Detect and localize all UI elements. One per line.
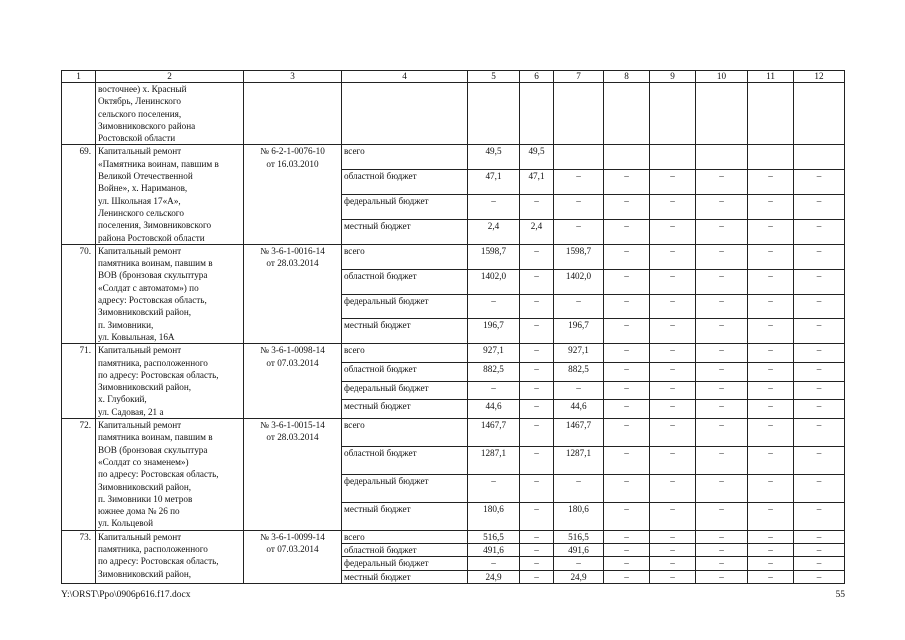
value-cell-c9: – — [650, 557, 696, 570]
value-cell-c12: – — [794, 170, 845, 195]
value-cell-c7: 882,5 — [554, 362, 604, 381]
value-cell-c8: – — [604, 381, 650, 400]
value-cell-c7: 196,7 — [554, 319, 604, 344]
object-name-line: Ростовской области — [98, 133, 176, 144]
value-cell-c11: – — [748, 400, 794, 419]
value-cell-c7: – — [554, 294, 604, 319]
object-name-line: южнее дома № 26 по — [98, 506, 180, 517]
object-name-line: Капитальный ремонт — [98, 345, 182, 356]
object-name-line: памятника, расположенного — [98, 543, 208, 554]
object-name-line: «Памятника воинам, павшим в — [98, 158, 219, 169]
value-cell-c10: – — [696, 294, 748, 319]
value-cell-c10: – — [696, 446, 748, 474]
value-cell-c8: – — [604, 170, 650, 195]
object-name-cell — [96, 244, 244, 343]
object-name-line: района Ростовской области — [98, 232, 205, 243]
value-cell-c7: – — [554, 195, 604, 220]
table-row — [62, 344, 845, 363]
column-number: 4 — [342, 71, 468, 83]
value-cell-c10: – — [696, 269, 748, 294]
value-cell-c10: – — [696, 381, 748, 400]
value-cell-c5: – — [468, 557, 520, 570]
value-cell-c10: – — [696, 319, 748, 344]
value-cell-c6: – — [520, 244, 554, 269]
value-cell-c7: 180,6 — [554, 502, 604, 530]
value-cell-c5: 1467,7 — [468, 419, 520, 447]
value-cell-c6: – — [520, 400, 554, 419]
value-cell-c9: – — [650, 419, 696, 447]
value-cell-c5: – — [468, 195, 520, 220]
conclusion-number-cell — [244, 530, 342, 583]
object-name-cell — [96, 145, 244, 244]
value-cell-c8: – — [604, 400, 650, 419]
column-number: 12 — [794, 71, 845, 83]
value-cell-c11: – — [748, 570, 794, 583]
value-cell-c7: – — [554, 220, 604, 245]
object-name-cell — [96, 344, 244, 419]
value-cell-c11: – — [748, 244, 794, 269]
value-cell-c6: – — [520, 570, 554, 583]
value-cell-c8: – — [604, 220, 650, 245]
table-row — [62, 244, 845, 269]
object-name-line: Великой Отечественной — [98, 171, 193, 182]
value-cell-c11: – — [748, 362, 794, 381]
value-cell-c9: – — [650, 543, 696, 556]
value-cell-c5: – — [468, 474, 520, 502]
funding-source: федеральный бюджет — [342, 195, 468, 220]
object-name-line: Ленинского сельского — [98, 207, 184, 218]
object-name-line: ВОВ (бронзовая скульптура — [98, 270, 208, 281]
value-cell-c8: – — [604, 419, 650, 447]
column-number: 2 — [96, 71, 244, 83]
value-cell-c5: 180,6 — [468, 502, 520, 530]
entry-number: 69. — [62, 145, 96, 244]
value-cell-c8: – — [604, 557, 650, 570]
value-cell-c6: – — [520, 269, 554, 294]
column-number: 8 — [604, 71, 650, 83]
value-cell-c8: – — [604, 269, 650, 294]
value-cell-c7: 1402,0 — [554, 269, 604, 294]
value-cell-c9: – — [650, 269, 696, 294]
object-name-line: ул. Ковыльная, 16А — [98, 331, 175, 342]
value-cell-c5: 882,5 — [468, 362, 520, 381]
funding-source: федеральный бюджет — [342, 474, 468, 502]
value-cell-c9: – — [650, 319, 696, 344]
value-cell-c8: – — [604, 319, 650, 344]
value-cell-c5: 1598,7 — [468, 244, 520, 269]
conclusion-number-line: № 3-6-1-0098-14 — [260, 345, 325, 356]
column-number: 5 — [468, 71, 520, 83]
column-number: 11 — [748, 71, 794, 83]
object-name-line: адресу: Ростовская область, — [98, 295, 207, 306]
table-row — [62, 530, 845, 543]
value-cell-c11: – — [748, 419, 794, 447]
value-cell-c7: 491,6 — [554, 543, 604, 556]
value-cell-c12: – — [794, 530, 845, 543]
value-cell-c9: – — [650, 446, 696, 474]
value-cell-c10: – — [696, 557, 748, 570]
conclusion-number-line: от 07.03.2014 — [266, 543, 319, 554]
value-cell-c10: – — [696, 400, 748, 419]
value-cell-c11: – — [748, 530, 794, 543]
value-cell-c12: – — [794, 570, 845, 583]
value-cell-c8: – — [604, 570, 650, 583]
value-cell-c9: – — [650, 502, 696, 530]
conclusion-number-line: от 28.03.2014 — [266, 258, 319, 269]
value-cell-c8: – — [604, 294, 650, 319]
value-cell-c10: – — [696, 419, 748, 447]
value-cell-c7: 44,6 — [554, 400, 604, 419]
value-cell-c11: – — [748, 170, 794, 195]
value-cell-c5: – — [468, 381, 520, 400]
object-name-line: памятника, расположенного — [98, 357, 208, 368]
object-name-line: Капитальный ремонт — [98, 245, 182, 256]
value-cell-c6: – — [520, 419, 554, 447]
value-cell-c10: – — [696, 344, 748, 363]
value-cell-c12: – — [794, 220, 845, 245]
value-cell-c5: 47,1 — [468, 170, 520, 195]
value-cell-c9 — [650, 145, 696, 170]
funding-source: местный бюджет — [342, 502, 468, 530]
object-name-line: поселения, Зимовниковского — [98, 220, 212, 231]
value-cell-c7: – — [554, 557, 604, 570]
funding-source: местный бюджет — [342, 400, 468, 419]
object-name-line: Зимовниковский район, — [98, 481, 192, 492]
value-cell-c9: – — [650, 344, 696, 363]
value-cell-c11: – — [748, 319, 794, 344]
funding-source: областной бюджет — [342, 446, 468, 474]
value-cell-c9: – — [650, 570, 696, 583]
funding-source: федеральный бюджет — [342, 294, 468, 319]
value-cell-c12 — [794, 145, 845, 170]
object-name-line: Зимовниковский район, — [98, 568, 192, 579]
value-cell-c5: 44,6 — [468, 400, 520, 419]
conclusion-number-line: от 07.03.2014 — [266, 357, 319, 368]
column-number: 10 — [696, 71, 748, 83]
value-cell-c7: 516,5 — [554, 530, 604, 543]
value-cell-c12: – — [794, 446, 845, 474]
object-name-line: ул. Школьная 17«А», — [98, 195, 181, 206]
conclusion-number-cell — [244, 419, 342, 531]
object-name-line: Зимовниковского района — [98, 120, 196, 131]
value-cell-c12: – — [794, 381, 845, 400]
value-cell-c9: – — [650, 294, 696, 319]
value-cell-c5: 196,7 — [468, 319, 520, 344]
value-cell-c11: – — [748, 474, 794, 502]
value-cell-c6: – — [520, 474, 554, 502]
value-cell-c6: – — [520, 195, 554, 220]
value-cell-c6: – — [520, 362, 554, 381]
object-name-line: п. Зимовники 10 метров — [98, 493, 193, 504]
object-name-line: восточнее) х. Красный — [98, 84, 187, 94]
value-cell-c10 — [696, 145, 748, 170]
object-name-line: памятника воинам, павшим в — [98, 258, 213, 269]
object-name-line: Октябрь, Ленинского — [98, 96, 181, 107]
budget-table — [61, 70, 845, 584]
value-cell-c10: – — [696, 502, 748, 530]
value-cell-c11 — [748, 145, 794, 170]
value-cell-c8: – — [604, 195, 650, 220]
funding-source: местный бюджет — [342, 319, 468, 344]
object-name-line: «Солдат со знаменем») — [98, 456, 189, 467]
value-cell-c10: – — [696, 220, 748, 245]
value-cell-c6: – — [520, 294, 554, 319]
continuation-row — [62, 83, 845, 145]
column-number: 7 — [554, 71, 604, 83]
value-cell-c10: – — [696, 543, 748, 556]
value-cell-c7: – — [554, 474, 604, 502]
conclusion-number-line: № 3-6-1-0099-14 — [260, 531, 325, 542]
value-cell-c7: 927,1 — [554, 344, 604, 363]
value-cell-c11: – — [748, 557, 794, 570]
value-cell-c11: – — [748, 502, 794, 530]
funding-source: всего — [342, 530, 468, 543]
value-cell-c12: – — [794, 294, 845, 319]
value-cell-c10: – — [696, 195, 748, 220]
value-cell-c12: – — [794, 319, 845, 344]
value-cell-c11: – — [748, 543, 794, 556]
entry-number: 72. — [62, 419, 96, 531]
value-cell-c5: – — [468, 294, 520, 319]
conclusion-number-cell — [244, 145, 342, 244]
value-cell-c12: – — [794, 362, 845, 381]
value-cell-c11: – — [748, 294, 794, 319]
value-cell-c9: – — [650, 381, 696, 400]
value-cell-c9: – — [650, 474, 696, 502]
value-cell-c7: 1287,1 — [554, 446, 604, 474]
value-cell-c11: – — [748, 220, 794, 245]
value-cell-c7: 1467,7 — [554, 419, 604, 447]
value-cell-c8 — [604, 145, 650, 170]
column-number: 3 — [244, 71, 342, 83]
value-cell-c12: – — [794, 195, 845, 220]
value-cell-c7: – — [554, 170, 604, 195]
value-cell-c12: – — [794, 543, 845, 556]
conclusion-number-line: № 3-6-1-0016-14 — [260, 245, 325, 256]
value-cell-c5: 927,1 — [468, 344, 520, 363]
value-cell-c6: – — [520, 381, 554, 400]
conclusion-number-cell — [244, 244, 342, 343]
funding-source: федеральный бюджет — [342, 381, 468, 400]
object-name-line: Войне», х. Нариманов, — [98, 183, 188, 194]
funding-source: всего — [342, 419, 468, 447]
funding-source: областной бюджет — [342, 543, 468, 556]
object-name-cell — [96, 419, 244, 531]
entry-number: 71. — [62, 344, 96, 419]
value-cell-c12: – — [794, 344, 845, 363]
value-cell-c8: – — [604, 502, 650, 530]
table-row — [62, 145, 845, 170]
value-cell-c7: 24,9 — [554, 570, 604, 583]
entry-number: 70. — [62, 244, 96, 343]
funding-source: областной бюджет — [342, 269, 468, 294]
object-name-line: «Солдат с автоматом») по — [98, 282, 199, 293]
conclusion-number-line: от 28.03.2014 — [266, 432, 319, 443]
value-cell-c8: – — [604, 446, 650, 474]
object-name-line: Капитальный ремонт — [98, 146, 182, 157]
document-path: Y:\ORST\Ppo\0906p616.f17.docx — [61, 590, 191, 600]
value-cell-c10: – — [696, 474, 748, 502]
column-number: 6 — [520, 71, 554, 83]
value-cell-c8: – — [604, 362, 650, 381]
value-cell-c6: – — [520, 344, 554, 363]
value-cell-c10: – — [696, 244, 748, 269]
value-cell-c11: – — [748, 344, 794, 363]
value-cell-c7: 1598,7 — [554, 244, 604, 269]
value-cell-c9: – — [650, 170, 696, 195]
value-cell-c6: – — [520, 446, 554, 474]
value-cell-c7 — [554, 145, 604, 170]
value-cell-c8: – — [604, 344, 650, 363]
value-cell-c12: – — [794, 400, 845, 419]
object-name-line: ул. Кольцевой — [98, 518, 154, 529]
object-name-line: по адресу: Ростовская область, — [98, 469, 219, 480]
object-name-cell — [96, 530, 244, 583]
value-cell-c12: – — [794, 502, 845, 530]
funding-source: всего — [342, 344, 468, 363]
funding-source: областной бюджет — [342, 170, 468, 195]
object-name-line: Капитальный ремонт — [98, 531, 182, 542]
value-cell-c12: – — [794, 557, 845, 570]
object-name-line: Зимовниковский район, — [98, 382, 192, 393]
value-cell-c9: – — [650, 220, 696, 245]
value-cell-c12: – — [794, 474, 845, 502]
value-cell-c10: – — [696, 362, 748, 381]
object-name-line: Капитальный ремонт — [98, 420, 182, 431]
conclusion-number-line: № 6-2-1-0076-10 — [260, 146, 325, 157]
value-cell-c7: – — [554, 381, 604, 400]
value-cell-c9: – — [650, 244, 696, 269]
funding-source: федеральный бюджет — [342, 557, 468, 570]
value-cell-c12: – — [794, 419, 845, 447]
value-cell-c5: 1402,0 — [468, 269, 520, 294]
value-cell-c6: – — [520, 530, 554, 543]
conclusion-number-cell — [244, 344, 342, 419]
entry-number: 73. — [62, 530, 96, 583]
value-cell-c6: – — [520, 319, 554, 344]
value-cell-c12: – — [794, 269, 845, 294]
value-cell-c5: 1287,1 — [468, 446, 520, 474]
value-cell-c8: – — [604, 474, 650, 502]
value-cell-c5: 49,5 — [468, 145, 520, 170]
value-cell-c10: – — [696, 530, 748, 543]
value-cell-c6: 47,1 — [520, 170, 554, 195]
value-cell-c5: 2,4 — [468, 220, 520, 245]
value-cell-c11: – — [748, 446, 794, 474]
object-name-line: ВОВ (бронзовая скульптура — [98, 444, 208, 455]
funding-source: всего — [342, 244, 468, 269]
value-cell-c5: 491,6 — [468, 543, 520, 556]
value-cell-c9: – — [650, 400, 696, 419]
value-cell-c8: – — [604, 244, 650, 269]
value-cell-c6: – — [520, 543, 554, 556]
column-number-row — [62, 71, 845, 83]
value-cell-c5: 516,5 — [468, 530, 520, 543]
value-cell-c9: – — [650, 362, 696, 381]
object-name-line: Зимовниковский район, — [98, 307, 192, 318]
value-cell-c10: – — [696, 170, 748, 195]
column-number: 1 — [62, 71, 96, 83]
value-cell-c8: – — [604, 543, 650, 556]
value-cell-c5: 24,9 — [468, 570, 520, 583]
value-cell-c6: – — [520, 557, 554, 570]
value-cell-c11: – — [748, 381, 794, 400]
value-cell-c6: 49,5 — [520, 145, 554, 170]
funding-source: местный бюджет — [342, 220, 468, 245]
value-cell-c11: – — [748, 195, 794, 220]
object-name-cell — [96, 83, 244, 145]
value-cell-c9: – — [650, 530, 696, 543]
value-cell-c8: – — [604, 530, 650, 543]
value-cell-c6: 2,4 — [520, 220, 554, 245]
value-cell-c6: – — [520, 502, 554, 530]
object-name-line: по адресу: Ростовская область, — [98, 369, 219, 380]
table-row — [62, 419, 845, 447]
object-name-line: ул. Садовая, 21 а — [98, 406, 164, 417]
conclusion-number-line: от 16.03.2010 — [266, 158, 319, 169]
column-number: 9 — [650, 71, 696, 83]
object-name-line: сельского поселения, — [98, 108, 182, 119]
page-number: 55 — [835, 590, 845, 600]
object-name-line: п. Зимовники, — [98, 319, 154, 330]
object-name-line: памятника воинам, павшим в — [98, 432, 213, 443]
funding-source: областной бюджет — [342, 362, 468, 381]
funding-source: всего — [342, 145, 468, 170]
value-cell-c10: – — [696, 570, 748, 583]
object-name-line: х. Глубокий, — [98, 394, 147, 405]
value-cell-c12: – — [794, 244, 845, 269]
funding-source: местный бюджет — [342, 570, 468, 583]
object-name-line: по адресу: Ростовская область, — [98, 556, 219, 567]
value-cell-c11: – — [748, 269, 794, 294]
conclusion-number-line: № 3-6-1-0015-14 — [260, 420, 325, 431]
value-cell-c9: – — [650, 195, 696, 220]
